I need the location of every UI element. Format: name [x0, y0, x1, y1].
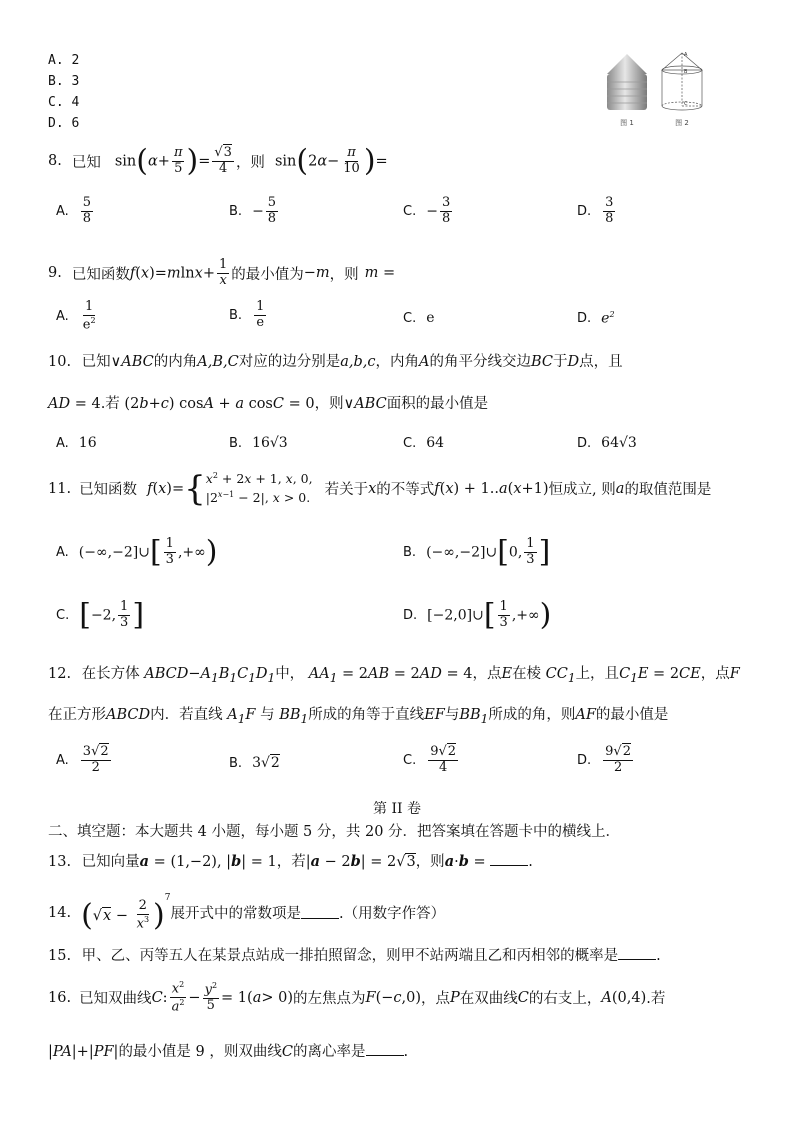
svg-text:C: C	[684, 101, 688, 107]
q10-option-d[interactable]: D. 64√3	[577, 435, 637, 451]
q10-number: 10.	[48, 354, 72, 370]
q9-tail: 的最小值为	[231, 266, 304, 283]
question-11: 11. 已知函数 f(x)={ $x^2 + 2x + 1$, x, 0, $|2^{x-1} - 2|$, x > 0. 若关于 x 的不等式 f ( x ) + 1.. a ( x +1) 恒成立, 则 a 的取值范围是	[48, 468, 712, 509]
prev-option-c: C. 4	[48, 95, 80, 110]
question-14: 14. (√x − $\frac{2}{x^3}$ )$^7$ 展开式中的常数项是 .（用数字作答）	[48, 893, 446, 933]
q8-option-b[interactable]: B. − $\frac{5}{8}$	[229, 195, 277, 226]
q14-binomial: (√x − $\frac{2}{x^3}$ )$^7$	[81, 893, 171, 933]
section-title: 第 II 卷	[373, 801, 421, 817]
q12-number: 12.	[48, 666, 72, 682]
q11-option-c[interactable]: C. [−2, $\frac{1}{3}$ ]	[56, 597, 145, 633]
question-15: 15. 甲、乙、丙等五人在某景点站成一排拍照留念，则甲不站两端且乙和丙相邻的概率是 .	[48, 948, 661, 964]
q8-option-c[interactable]: C. − $\frac{3}{8}$	[403, 195, 451, 226]
q12-option-a[interactable]: A. $\frac{3√2}{2}$	[56, 744, 109, 775]
previous-question-options	[48, 50, 79, 134]
question-10-line-1: 10. 已知∨ABC的内角A,B,C对应的边分别是a,b,c，内角A的角平分线交边BC于D点，且	[48, 354, 623, 370]
question-10-line-2: AD = 4.若 (2b+c) cosA + a cosC = 0，则∨ABC面积的最小值是	[48, 396, 489, 412]
q12-option-c[interactable]: C. $\frac{9√2}{4}$	[403, 744, 457, 775]
prev-option-a: A. 2	[48, 53, 80, 68]
section-instructions: 二、填空题：本大题共 4 小题，每小题 5 分，共 20 分．把答案填在答题卡中的横线上．	[48, 824, 621, 840]
q9-option-a[interactable]: A. $\frac{1}{e^2}$	[56, 299, 96, 333]
figure-1-photo	[602, 52, 652, 127]
q11-option-d[interactable]: D. [−2,0]∪[ $\frac{1}{3}$ ,+∞)	[403, 597, 552, 633]
q12-option-b[interactable]: B. 3√2	[229, 755, 280, 771]
q14-answer-blank[interactable]	[301, 906, 339, 919]
stacked-cone-image	[602, 52, 652, 114]
prev-option-b: B. 3	[48, 74, 80, 89]
figure-2-diagram	[657, 50, 707, 127]
q9-option-c[interactable]: C. e	[403, 310, 435, 326]
q9-neg-m: −m	[303, 265, 330, 282]
question-13: 13. 已知向量a = (1,−2), |b| = 1，若|a − 2b| = 2√3，则a·b = .	[48, 853, 533, 870]
q10-option-c[interactable]: C. 64	[403, 435, 445, 451]
q8-lead: 已知	[71, 154, 101, 171]
question-8	[48, 143, 388, 179]
q9-tail2: ，则	[329, 266, 359, 283]
q11-piecewise-function: f(x)={ $x^2 + 2x + 1$, x, 0, $|2^{x-1} - 2|$, x > 0.	[147, 468, 313, 509]
q9-function: f(x)=mlnx+ $\frac{1}{x}$	[129, 257, 228, 288]
question-16-line-1: 16. 已知双曲线 C : $\frac{x^2}{a^2}$ − $\frac{y^2}{5}$ = 1( a > 0) 的左焦点为 F (− c ,0) ，点 P 在双曲线 C 的右支上， A (0,4) .若	[48, 980, 666, 1015]
q9-option-d[interactable]: D. $e^2$	[577, 310, 615, 327]
q11-option-a[interactable]: A. (−∞,−2]∪[ $\frac{1}{3}$ ,+∞)	[56, 534, 218, 570]
q8-target: sin(2α− $\frac{\pi}{10}$ )=	[274, 143, 388, 179]
figure-2-caption: 图 2	[675, 119, 689, 127]
question-12-line-1: 12. 在长方体 $ABCD-A_1B_1C_1D_1$中， $AA_1 = 2AB = 2AD = 4$，点E在棱 $CC_1$上，且$C_1E = 2CE$，点F	[48, 666, 740, 685]
q16-answer-blank[interactable]	[366, 1043, 404, 1056]
q9-option-b[interactable]: B. $\frac{1}{e}$	[229, 299, 265, 330]
q9-number: 9.	[48, 265, 62, 282]
q8-option-d[interactable]: D. $\frac{3}{8}$	[577, 195, 614, 226]
q12-option-d[interactable]: D. $\frac{9√2}{2}$	[577, 744, 631, 775]
q13-answer-blank[interactable]	[490, 853, 528, 866]
q8-number: 8.	[48, 153, 62, 170]
q9-m-eq: m =	[364, 265, 396, 282]
q8-mid: ，则	[235, 154, 265, 171]
cone-cylinder-diagram	[657, 50, 707, 114]
figure-1-caption: 图 1	[620, 119, 634, 127]
q10-option-b[interactable]: B. 16√3	[229, 435, 288, 451]
q8-equation: sin(α+ $\frac{\pi}{5}$ )= $\frac{√3}{4}$	[114, 143, 232, 179]
q8-option-a[interactable]: A. $\frac{5}{8}$	[56, 195, 92, 226]
q11-option-b[interactable]: B. (−∞,−2]∪[0, $\frac{1}{3}$ ]	[403, 534, 551, 570]
question-9	[48, 258, 395, 289]
svg-text:A: A	[684, 52, 688, 58]
question-12-line-2: 在正方形ABCD内．若直线 $A_1F$ 与 $BB_1$所成的角等于直线EF与$BB_1$所成的角，则AF的最小值是	[48, 707, 669, 726]
q15-answer-blank[interactable]	[618, 947, 656, 960]
q10-option-a[interactable]: A. 16	[56, 435, 97, 451]
question-16-line-2: |PA|+|PF|的最小值是 9 ，则双曲线C的离心率是 .	[48, 1044, 409, 1060]
svg-text:B: B	[684, 69, 688, 75]
q11-number: 11.	[48, 480, 72, 497]
q9-lead: 已知函数	[71, 266, 130, 283]
prev-option-d: D. 6	[48, 116, 80, 131]
